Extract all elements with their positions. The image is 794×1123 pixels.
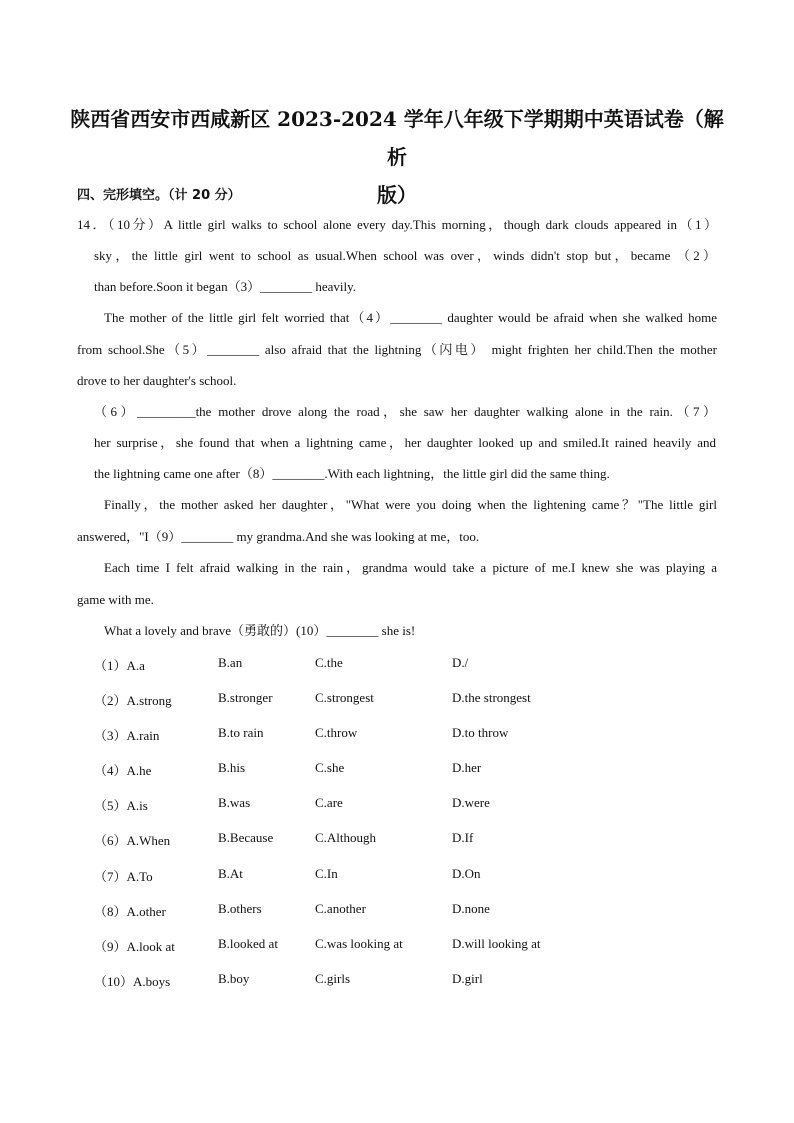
option-c: C.strongest bbox=[315, 690, 374, 705]
option-a: （6）A.When bbox=[94, 833, 171, 848]
option-d: D.will looking at bbox=[452, 936, 541, 951]
option-c: C.In bbox=[315, 866, 338, 881]
option-c: C.the bbox=[315, 655, 343, 670]
option-c: C.are bbox=[315, 795, 343, 810]
passage-line: game with me. bbox=[77, 592, 154, 607]
option-c: C.she bbox=[315, 760, 345, 775]
option-a: （3）A.rain bbox=[94, 728, 160, 743]
option-b: B.to rain bbox=[218, 725, 264, 740]
passage-line: Finally，the mother asked her daughter，"What were you doing when the lightening came？"The little girl bbox=[104, 497, 717, 512]
passage-line: What a lovely and brave（勇敢的）(10）________ she is! bbox=[104, 623, 416, 638]
option-a: （7）A.To bbox=[94, 869, 153, 884]
option-c: C.throw bbox=[315, 725, 358, 740]
option-b: B.At bbox=[218, 866, 243, 881]
option-d: D./ bbox=[452, 655, 469, 670]
option-d: D.her bbox=[452, 760, 482, 775]
option-b: B.was bbox=[218, 795, 251, 810]
passage-line: sky，the little girl went to school as usual.When school was over，winds didn't stop but，became （2） bbox=[94, 248, 717, 263]
option-a: （10）A.boys bbox=[94, 974, 171, 989]
section-heading: 四、完形填空。（计 20 分） bbox=[77, 188, 241, 203]
option-d: D.none bbox=[452, 901, 490, 916]
option-a: （4）A.he bbox=[94, 763, 152, 778]
option-d: D.If bbox=[452, 830, 474, 845]
option-c: C.another bbox=[315, 901, 366, 916]
option-b: B.Because bbox=[218, 830, 274, 845]
option-b: B.stronger bbox=[218, 690, 273, 705]
option-d: D.On bbox=[452, 866, 481, 881]
passage-line: Each time I felt afraid walking in the rain，grandma would take a picture of me.I knew she was playing a bbox=[104, 560, 717, 575]
option-a: （2）A.strong bbox=[94, 693, 172, 708]
title-line-2: 版） bbox=[377, 183, 417, 207]
passage-line: answered，"I（9）________ my grandma.And she was looking at me，too. bbox=[77, 529, 480, 544]
passage-line: 14．（10分）A little girl walks to school alone every day.This morning，though dark clouds appeared in（1） bbox=[77, 217, 717, 232]
title-line-1: 陕西省西安市西咸新区 2023-2024 学年八年级下学期期中英语试卷（解析 bbox=[70, 107, 724, 169]
passage-line: her surprise，she found that when a lightning came，her daughter looked up and smiled.It rained heavily and bbox=[94, 435, 716, 450]
option-a: （9）A.look at bbox=[94, 939, 175, 954]
passage-line: from school.She（5）________ also afraid that the lightning（闪电） might frighten her child.Then the mother bbox=[77, 342, 717, 357]
passage-line: than before.Soon it began（3）________ heavily. bbox=[94, 279, 356, 294]
option-b: B.others bbox=[218, 901, 262, 916]
option-d: D.to throw bbox=[452, 725, 509, 740]
option-c: C.was looking at bbox=[315, 936, 403, 951]
option-a: （8）A.other bbox=[94, 904, 166, 919]
option-c: C.Although bbox=[315, 830, 377, 845]
option-b: B.boy bbox=[218, 971, 250, 986]
passage-line: the lightning came one after（8）________.With each lightning，the little girl did the same thing. bbox=[94, 466, 610, 481]
passage-line: （6）_________the mother drove along the road，she saw her daughter walking alone in the rain.（7） bbox=[94, 404, 716, 419]
option-b: B.his bbox=[218, 760, 246, 775]
option-d: D.the strongest bbox=[452, 690, 531, 705]
option-b: B.looked at bbox=[218, 936, 278, 951]
option-d: D.girl bbox=[452, 971, 483, 986]
passage-line: drove to her daughter's school. bbox=[77, 373, 237, 388]
option-d: D.were bbox=[452, 795, 490, 810]
passage-line: The mother of the little girl felt worried that（4）________ daughter would be afraid when she walked home bbox=[104, 310, 717, 325]
option-a: （1）A.a bbox=[94, 658, 145, 673]
option-b: B.an bbox=[218, 655, 243, 670]
option-c: C.girls bbox=[315, 971, 351, 986]
option-a: （5）A.is bbox=[94, 798, 148, 813]
